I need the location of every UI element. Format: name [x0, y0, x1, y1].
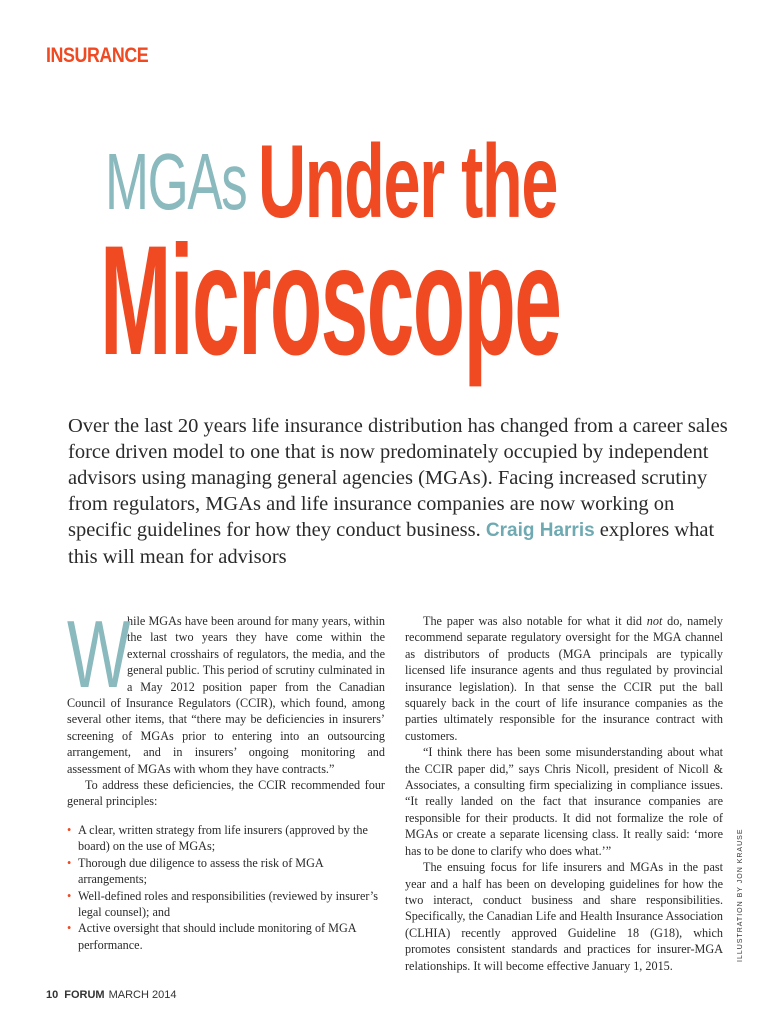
deck-author: Craig Harris — [485, 520, 595, 541]
paragraph-3-a: The paper was also notable for what it did — [423, 614, 647, 628]
illustration-credit: ILLUSTRATION BY JON KRAUSE — [737, 828, 744, 962]
column-left — [67, 601, 385, 953]
column-right — [405, 613, 723, 974]
deck-text: Over the last 20 years life insurance distribution has changed from a career sales force driven model to one that is now predominately occupied by independent advisors using managing general agencies (MGAs). Facing increased scrutiny from regulators, MGAs and life insurance companies are now working on specific guidelines for how they conduct business. — [68, 415, 728, 541]
drop-cap: W — [67, 601, 131, 708]
list-item: • A clear, written strategy from life insurers (approved by the board) on the use of MGAs; — [67, 822, 385, 855]
headline-microscope: Microscope — [100, 214, 561, 388]
paragraph-2: To address these deficiencies, the CCIR recommended four general principles: — [67, 778, 385, 809]
paragraph-5: The ensuing focus for life insurers and MGAs in the past year and a half has been on developing guidelines for how the two interact, conduct business and share responsibilities. Specifically, the Canadian Life and Health Insurance Association (CLHIA) recently approved Guideline 18 (G18), which promotes consistent standards and practices for insurer-MGA relationships. It will become effective January 1, 2015. — [405, 860, 723, 973]
page-footer — [46, 989, 176, 1001]
list-item: • Active oversight that should include monitoring of MGA performance. — [67, 920, 385, 953]
page-number: 10 — [46, 989, 59, 1001]
deck-tail: explores what this will mean for advisors — [68, 519, 715, 568]
list-item: • Thorough due diligence to assess the risk of MGA arrangements; — [67, 855, 385, 888]
section-label: INSURANCE — [46, 44, 149, 67]
issue-date: MARCH 2014 — [108, 989, 177, 1001]
paragraph-1: hile MGAs have been around for many years, within the last two years they have come within the external crosshairs of regulators, the media, and the general public. This period of scrutiny culminated in a May 2012 position paper from the Canadian Council of Insurance Regulators (CCIR), which found, among several other items, that “there may be deficiencies in insurers’ screening of MGAs prior to entering into an outsourcing arrangement, and in insurers’ ongoing monitoring and assessment of MGAs with whom they have contracts.” — [67, 614, 385, 776]
paragraph-3-b: do, namely recommend separate regulatory oversight for the MGA channel as distributors of products (MGA principals are typically licensed life insurance agents and thus regulated by provincial insurance legislation). In that sense the CCIR put the ball squarely back in the court of life insurance companies as the parties ultimately responsible for the insurance contract with customers. — [405, 614, 723, 743]
magazine-name: FORUM — [64, 989, 105, 1001]
paragraph-4: “I think there has been some misunderstanding about what the CCIR paper did,” says Chris Nicoll, president of Nicoll & Associates, a consulting firm specializing in compliance issues. “It really landed on the fact that insurance companies are responsible for their products. It did not formalize the role of MGAs or create a separate licensing class. It really said: ‘more has to be done to clarify who does what.’” — [405, 745, 723, 858]
headline-mgas: MGAs — [105, 137, 247, 226]
headline-under-the: Under the — [258, 124, 558, 240]
principles-list — [67, 822, 385, 953]
paragraph-3-em: not — [646, 614, 663, 628]
paragraph-3 — [405, 613, 723, 744]
list-item: • Well-defined roles and responsibilities (reviewed by insurer’s legal counsel); and — [67, 888, 385, 921]
deck — [68, 413, 728, 570]
